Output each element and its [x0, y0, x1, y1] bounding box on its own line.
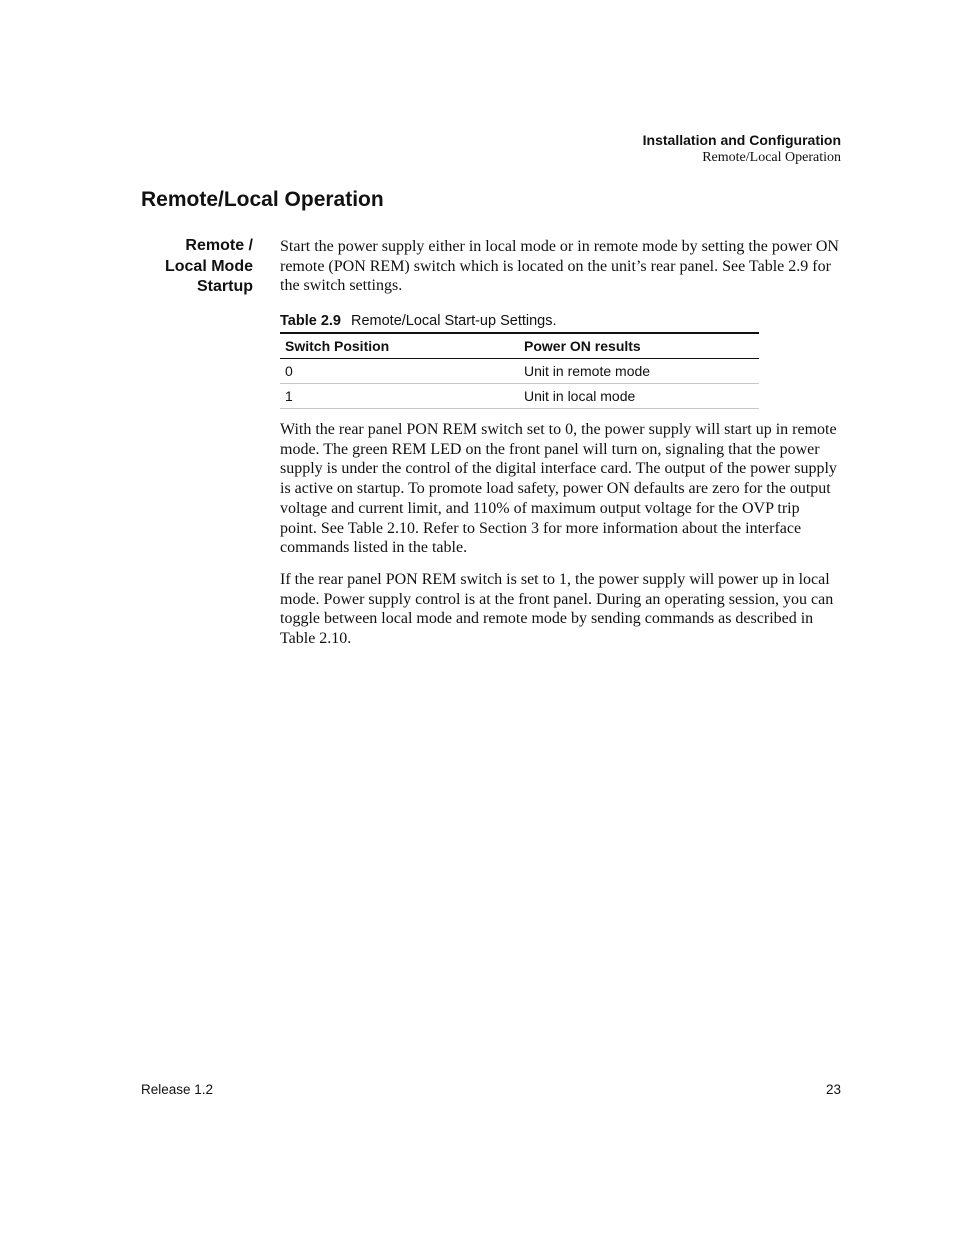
table-header-row [280, 333, 759, 359]
column-header: Switch Position [285, 338, 390, 354]
running-header-subsection: Remote/Local Operation [702, 150, 841, 165]
body-paragraph: With the rear panel PON REM switch set to 0, the power supply will start up in remote mode. The green REM LED on the front panel will turn on, signaling that the power supply is under the control of the digital interface card. The output of the power supply is active on startup. To promote load safety, power ON defaults are zero for the output voltage and current limit, and 110% of maximum output voltage for the OVP trip point. See Table 2.10. Refer to Section 3 for more information about the interface commands listed in the table. [280, 421, 837, 557]
table-row [280, 384, 759, 409]
column-header: Power ON results [524, 338, 641, 354]
table-cell: Unit in local mode [524, 388, 636, 404]
table-cell: 0 [285, 363, 293, 379]
page-number: 23 [825, 1082, 841, 1097]
body-paragraph: Start the power supply either in local mode or in remote mode by setting the power ON remote (PON REM) switch which is located on the unit’s rear panel. See Table 2.9 for the switch settings. [280, 238, 839, 295]
side-heading-line: Startup [197, 278, 253, 295]
table-caption [280, 312, 557, 330]
page-title: Remote/Local Operation [141, 188, 384, 211]
table-caption-label: Table 2.9 [280, 313, 341, 329]
switch-settings-table [280, 332, 759, 409]
table-caption-text: Remote/Local Start-up Settings. [350, 313, 557, 329]
side-heading [120, 236, 253, 298]
table-cell: 1 [285, 388, 293, 404]
footer-release: Release 1.2 [141, 1082, 214, 1097]
side-heading-line: Remote / [185, 237, 253, 254]
running-header-section: Installation and Configuration [642, 132, 841, 148]
body-paragraph: If the rear panel PON REM switch is set to 1, the power supply will power up in local mode. Power supply control is at the front panel. During an operating session, you can toggle between local mode and remote mode by sending commands as described in Table 2.10. [280, 571, 834, 648]
table-row [280, 359, 759, 384]
table-cell: Unit in remote mode [524, 363, 651, 379]
side-heading-line: Local Mode [164, 257, 253, 275]
